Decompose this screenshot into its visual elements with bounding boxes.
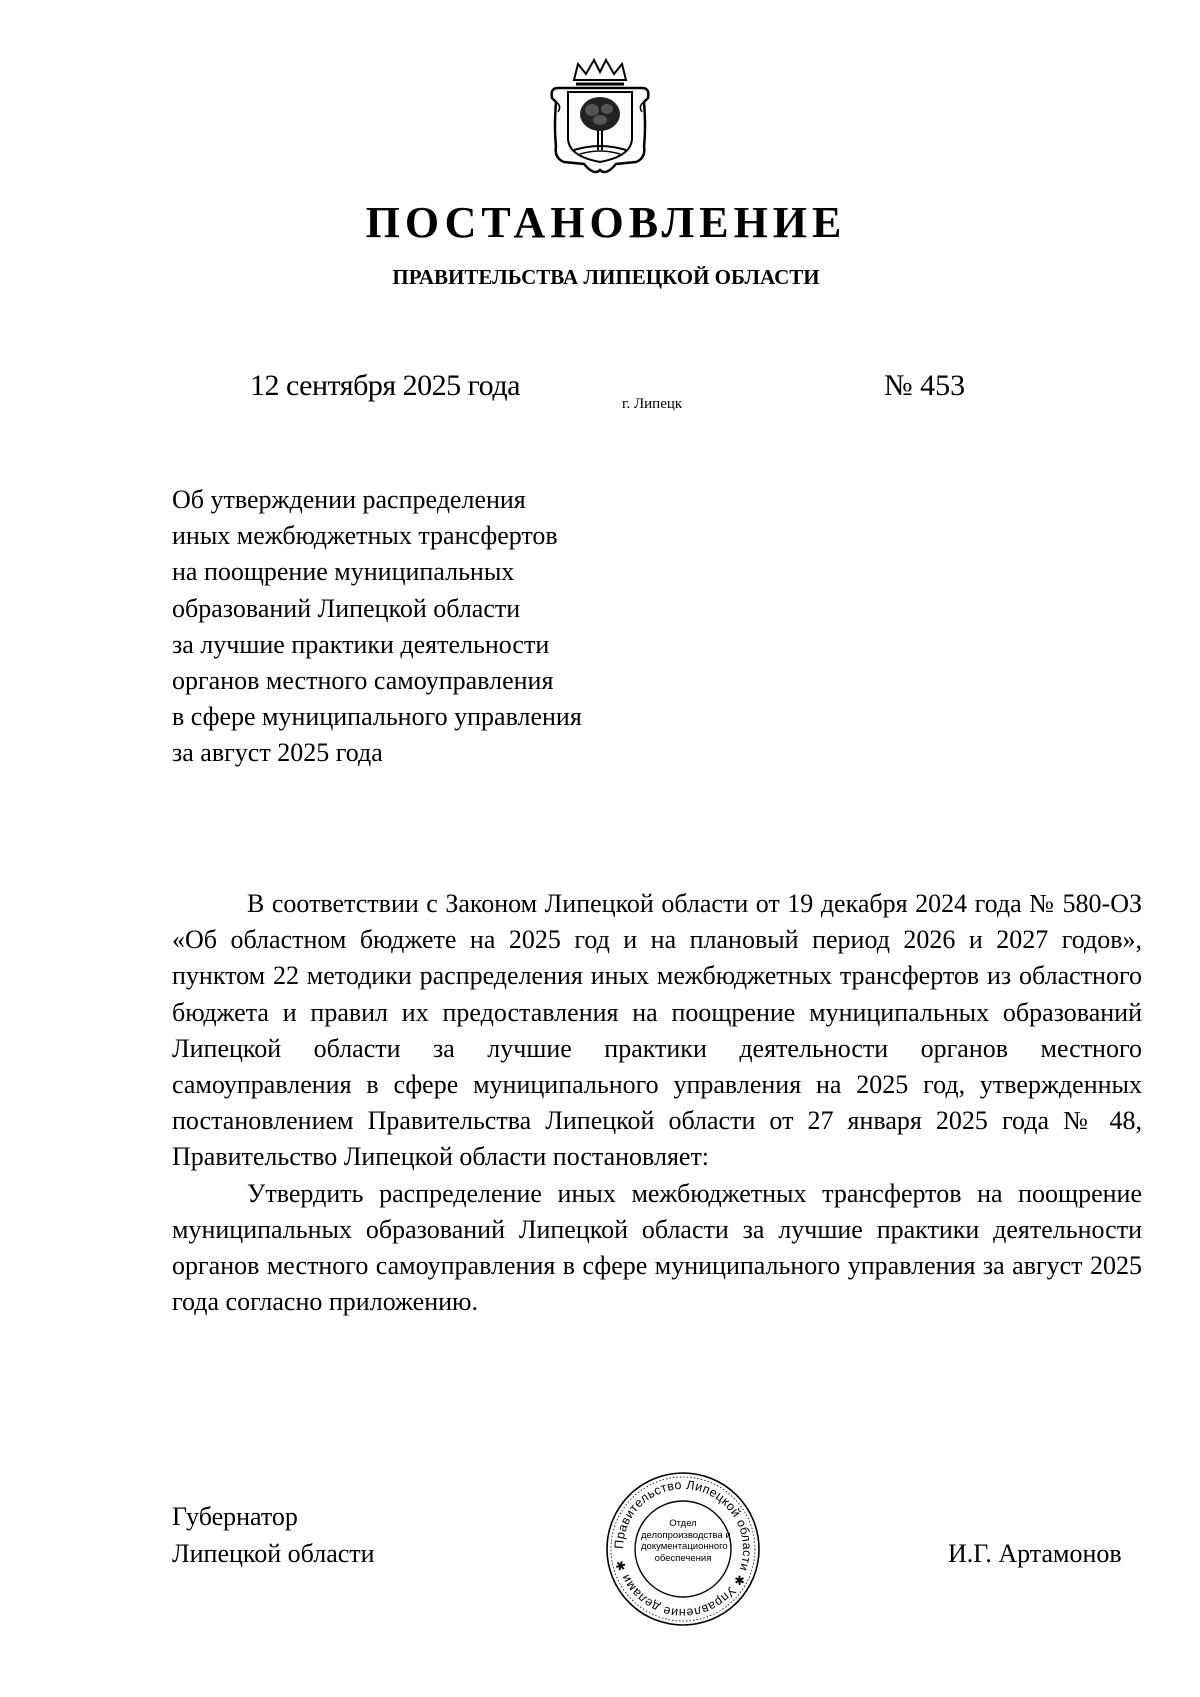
subject-line: иных межбюджетных трансфертов bbox=[172, 521, 558, 551]
document-city: г. Липецк bbox=[622, 396, 683, 412]
stamp-center-text bbox=[641, 1518, 731, 1578]
signer-title: Губернатор bbox=[172, 1502, 298, 1531]
subject-line: органов местного самоуправления bbox=[172, 666, 554, 696]
coat-of-arms-icon bbox=[544, 58, 656, 178]
stamp-line: делопроизводства и bbox=[641, 1529, 731, 1541]
subject-line: Об утверждении распределения bbox=[172, 485, 526, 514]
stamp-line: документационного bbox=[641, 1541, 728, 1552]
subject-line: образований Липецкой области bbox=[172, 593, 521, 623]
issuer-title: ПРАВИТЕЛЬСТВА ЛИПЕЦКОЙ ОБЛАСТИ bbox=[392, 265, 820, 289]
stamp-line: обеспечения bbox=[654, 1552, 712, 1564]
subject-line: за август 2025 года bbox=[172, 738, 383, 768]
signer-region: Липецкой области bbox=[172, 1539, 375, 1568]
body-paragraph: В соответствии с Законом Липецкой области от 19 декабря 2024 года № 580-ОЗ «Об областном бюджете на 2025 год и на плановый период 2026 и 2027 годов», пунктом 22 методики распределения иных межбюджетных трансфертов из областного бюджета и правил их предоставления на поощрение муниципальных образований Липецкой области за лучшие практики деятельности органов местного самоуправления в сфере муниципального управления на 2025 год, утвержденных постановлением Правительства Липецкой области от 27 января 2025 года № 48, Правительство Липецкой области постановляет: bbox=[172, 889, 1142, 1172]
subject-line: за лучшие практики деятельности bbox=[172, 629, 550, 659]
stamp-outer-text: Правительство Липецкой области ✱ Управление делами ✱ bbox=[611, 1477, 755, 1621]
document-subject bbox=[172, 482, 692, 772]
subject-line: на поощрение муниципальных bbox=[172, 557, 515, 587]
subject-line: в сфере муниципального управления bbox=[172, 702, 582, 732]
signer-name: И.Г. Артамонов bbox=[948, 1539, 1122, 1568]
body-paragraph: Утвердить распределение иных межбюджетных трансфертов на поощрение муниципальных образований Липецкой области за лучшие практики деятельности органов местного самоуправления в сфере муниципального управления за август 2025 года согласно приложению. bbox=[172, 1178, 1142, 1317]
stamp-line: Отдел bbox=[669, 1518, 697, 1529]
document-type-title: ПОСТАНОВЛЕНИЕ bbox=[365, 198, 847, 247]
document-date: 12 сентября 2025 года bbox=[250, 369, 520, 402]
document-body bbox=[172, 886, 1142, 1320]
document-number: № 453 bbox=[884, 369, 966, 402]
